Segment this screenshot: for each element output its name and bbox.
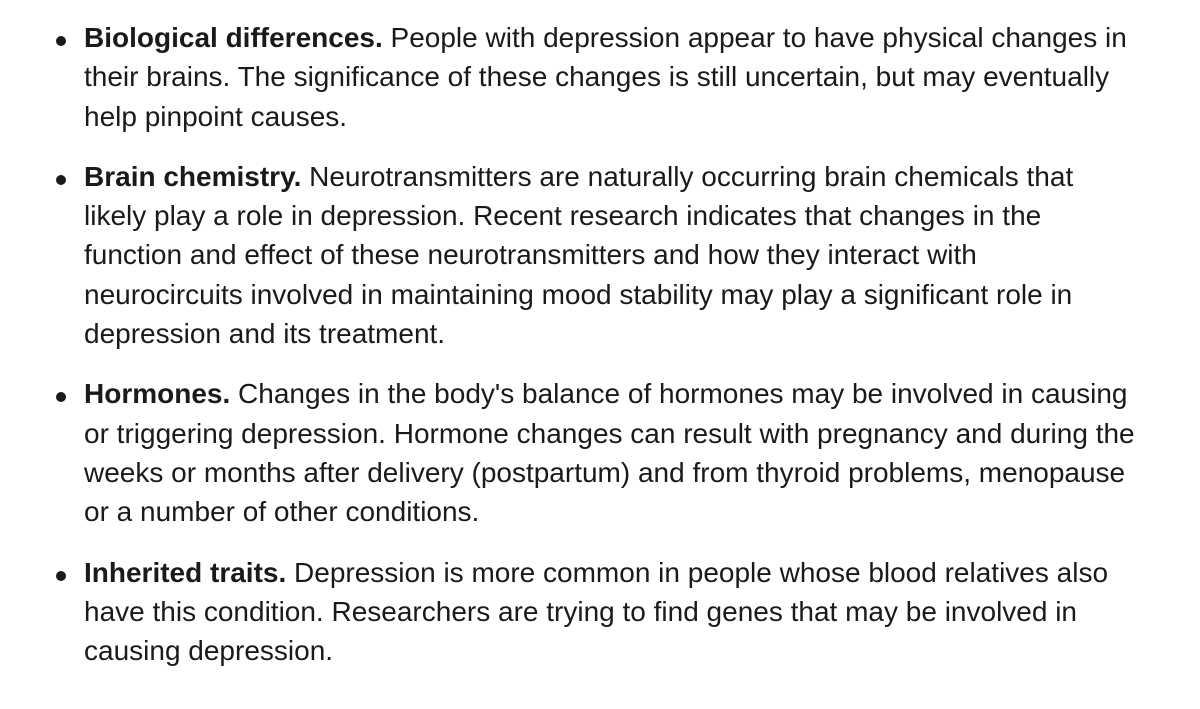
cause-description: Neurotransmitters are naturally occurring brain chemicals that likely play a role in depression. Recent research indicates that changes in the function and effect of these neurotransmitters and how they interact with neurocircuits involved in maintaining mood stability may play a significant role in depression and its treatment. [84, 160, 1074, 350]
cause-term: Biological differences. [84, 22, 383, 53]
list-item [0, 374, 1200, 531]
cause-description: Depression is more common in people whose blood relatives also have this condition. Researchers are trying to find genes that may be involved in causing depression. [84, 556, 1109, 667]
bullet-icon [56, 36, 66, 46]
cause-term: Inherited traits. [84, 556, 287, 588]
list-item [0, 157, 1200, 353]
cause-term: Hormones. [84, 378, 231, 410]
cause-description: Changes in the body's balance of hormones may be involved in causing or triggering depression. Hormone changes can result with pregnancy and during the weeks or months after delivery (postpartum) and from thyroid problems, menopause or a number of other conditions. [84, 378, 1135, 528]
bullet-icon [56, 175, 66, 185]
cause-description: People with depression appear to have physical changes in their brains. The significance of these changes is still uncertain, but may eventually help pinpoint causes. [84, 22, 1127, 132]
bullet-icon [56, 571, 66, 581]
bullet-icon [56, 392, 66, 402]
list-item [0, 553, 1200, 671]
list-item [0, 18, 1200, 136]
cause-term: Brain chemistry. [84, 160, 302, 192]
